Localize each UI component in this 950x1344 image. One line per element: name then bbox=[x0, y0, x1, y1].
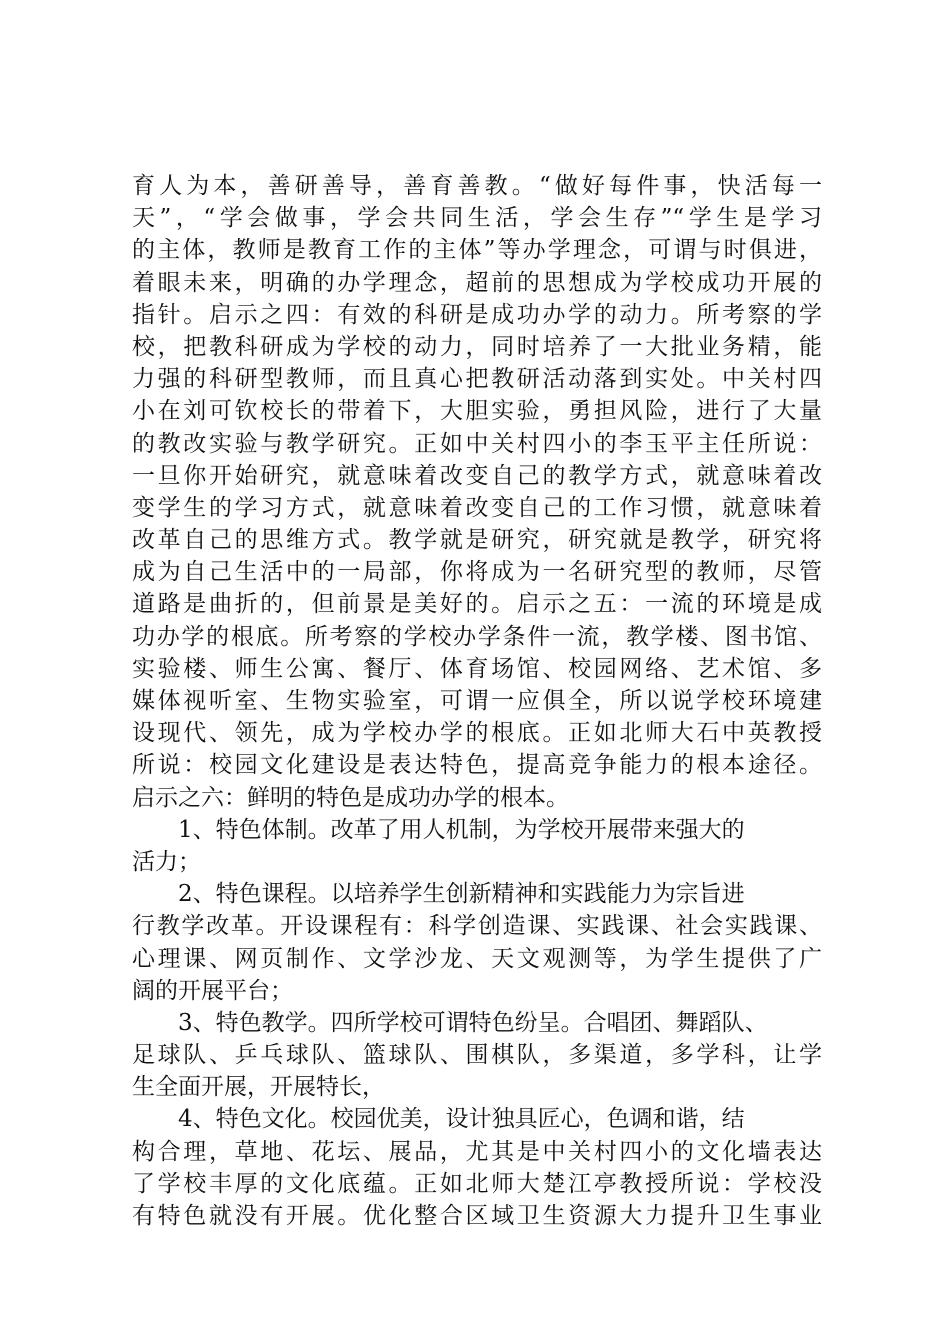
text-line: 着眼未来，明确的办学理念，超前的思想成为学校成功开展的 bbox=[132, 269, 822, 296]
text-line: 变学生的学习方式，就意味着改变自己的工作习惯，就意味着 bbox=[132, 494, 822, 521]
text-line: 的教改实验与教学研究。正如中关村四小的李玉平主任所说： bbox=[132, 430, 822, 457]
text-line: 阔的开展平台； bbox=[132, 977, 293, 1004]
list-item-line: 3、特色教学。四所学校可谓特色纷呈。合唱团、舞蹈队、 bbox=[178, 1009, 768, 1036]
body-text bbox=[132, 170, 822, 1232]
text-line: 功办学的根底。所考察的学校办学条件一流，教学楼、图书馆、 bbox=[132, 623, 822, 650]
text-line: 育人为本，善研善导，善育善教。“做好每件事，快活每一 bbox=[132, 173, 822, 199]
text-line: 活力； bbox=[132, 848, 201, 875]
text-line: 媒体视听室、生物实验室，可谓一应俱全，所以说学校环境建 bbox=[132, 688, 822, 714]
text-line: 心理课、网页制作、文学沙龙、天文观测等，为学生提供了广 bbox=[132, 945, 822, 972]
text-line: 成为自己生活中的一局部，你将成为一名研究型的教师，尽管 bbox=[132, 559, 822, 586]
text-line: 小在刘可钦校长的带着下，大胆实验，勇担风险，进行了大量 bbox=[132, 398, 822, 425]
text-line: 天”，“学会做事，学会共同生活，学会生存”“学生是学习 bbox=[132, 205, 822, 232]
text-line: 行教学改革。开设课程有：科学创造课、实践课、社会实践课、 bbox=[132, 913, 822, 940]
text-line: 所说：校园文化建设是表达特色，提高竞争能力的根本途径。 bbox=[132, 752, 822, 779]
text-line: 启示之六：鲜明的特色是成功办学的根本。 bbox=[132, 784, 569, 811]
text-line: 改革自己的思维方式。教学就是研究，研究就是教学，研究将 bbox=[132, 527, 822, 554]
text-line: 指针。启示之四：有效的科研是成功办学的动力。所考察的学 bbox=[132, 301, 822, 328]
text-line: 校，把教科研成为学校的动力，同时培养了一大批业务精，能 bbox=[132, 333, 822, 360]
list-item-line: 4、特色文化。校园优美，设计独具匠心，色调和谐，结 bbox=[178, 1106, 745, 1133]
text-line: 了学校丰厚的文化底蕴。正如北师大楚江亭教授所说：学校没 bbox=[132, 1170, 822, 1197]
list-item-line: 2、特色课程。以培养学生创新精神和实践能力为宗旨进 bbox=[178, 881, 745, 908]
text-line: 设现代、领先，成为学校办学的根底。正如北师大石中英教授 bbox=[132, 720, 822, 747]
text-line: 构合理，草地、花坛、展品，尤其是中关村四小的文化墙表达 bbox=[132, 1138, 822, 1165]
text-line: 实验楼、师生公寓、餐厅、体育场馆、校园网络、艺术馆、多 bbox=[132, 655, 822, 682]
text-line: 一旦你开始研究，就意味着改变自己的教学方式，就意味着改 bbox=[132, 462, 822, 489]
text-line: 道路是曲折的，但前景是美好的。启示之五：一流的环境是成 bbox=[132, 591, 822, 618]
text-line: 生全面开展，开展特长， bbox=[132, 1074, 385, 1101]
text-line: 足球队、乒乓球队、篮球队、围棋队，多渠道，多学科，让学 bbox=[132, 1042, 822, 1069]
text-line: 有特色就没有开展。优化整合区域卫生资源大力提升卫生事业 bbox=[132, 1203, 822, 1229]
list-item-line: 1、特色体制。改革了用人机制，为学校开展带来强大的 bbox=[178, 816, 745, 843]
text-line: 力强的科研型教师，而且真心把教研活动落到实处。中关村四 bbox=[132, 366, 822, 393]
text-line: 的主体，教师是教育工作的主体”等办学理念，可谓与时俱进， bbox=[132, 237, 822, 264]
